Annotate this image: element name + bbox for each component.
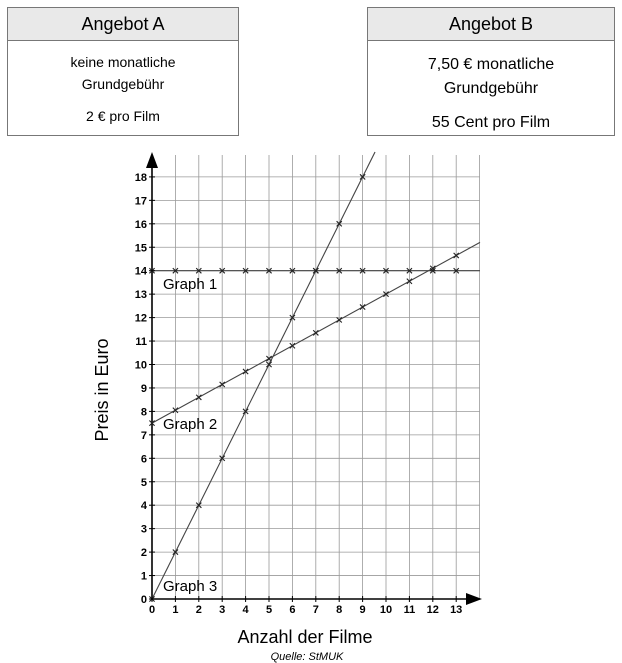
x-tick-label: 12 (426, 604, 439, 616)
graph-1-label: Graph 1 (163, 276, 218, 293)
x-tick-label: 11 (403, 604, 416, 616)
x-tick-label: 3 (219, 604, 226, 616)
offer-b-line2: Grundgebühr (443, 80, 539, 97)
x-tick-label: 10 (379, 604, 393, 616)
y-axis-arrow (146, 152, 158, 168)
y-tick-label: 10 (134, 359, 147, 372)
y-tick-label: 7 (140, 429, 147, 442)
x-axis-title: Anzahl der Filme (237, 627, 373, 647)
y-tick-label: 15 (134, 242, 147, 255)
y-tick-label: 3 (140, 523, 147, 536)
offer-b-price: 55 Cent pro Film (431, 114, 551, 131)
x-tick-label: 2 (195, 604, 202, 616)
y-tick-label: 6 (140, 453, 147, 466)
graph-3-label: Graph 3 (163, 578, 218, 595)
x-tick-label: 4 (242, 604, 249, 616)
source-note: Quelle: StMUK (270, 651, 344, 663)
offer-a-price: 2 € pro Film (86, 108, 160, 124)
y-axis-title: Preis in Euro (92, 338, 112, 442)
x-tick-label: 6 (289, 604, 296, 616)
graph-2-label: Graph 2 (163, 416, 218, 433)
x-tick-label: 0 (148, 604, 156, 616)
y-tick-label: 4 (140, 500, 147, 513)
y-tick-label: 8 (140, 406, 147, 419)
x-tick-label: 5 (265, 604, 273, 616)
y-tick-label: 1 (140, 570, 147, 583)
offer-a-line2: Grundgebühr (81, 76, 165, 92)
y-tick-label: 9 (140, 382, 147, 395)
y-tick-label: 13 (134, 289, 147, 302)
y-tick-label: 5 (140, 476, 147, 489)
x-tick-label: 1 (172, 604, 179, 616)
x-tick-label: 13 (450, 604, 463, 616)
y-tick-label: 11 (135, 336, 147, 349)
chart-grid (152, 155, 480, 599)
y-tick-label: 16 (134, 218, 147, 231)
y-tick-label: 2 (140, 547, 147, 560)
chart-ticks (135, 172, 463, 616)
y-tick-label: 14 (134, 265, 147, 278)
y-tick-label: 17 (134, 195, 147, 208)
offer-a-line1: keine monatliche (70, 54, 176, 70)
offer-a-title: Angebot A (8, 8, 238, 41)
chart-axes (146, 152, 482, 605)
x-tick-label: 9 (359, 604, 366, 616)
y-tick-label: 0 (140, 594, 147, 606)
offer-b-title: Angebot B (368, 8, 614, 41)
graph-3-line (152, 152, 375, 599)
y-tick-label: 18 (134, 171, 147, 184)
y-tick-label: 12 (134, 312, 147, 325)
x-tick-label: 7 (312, 604, 319, 616)
offer-b-line1: 7,50 € monatliche (427, 56, 555, 73)
x-tick-label: 8 (336, 604, 343, 616)
